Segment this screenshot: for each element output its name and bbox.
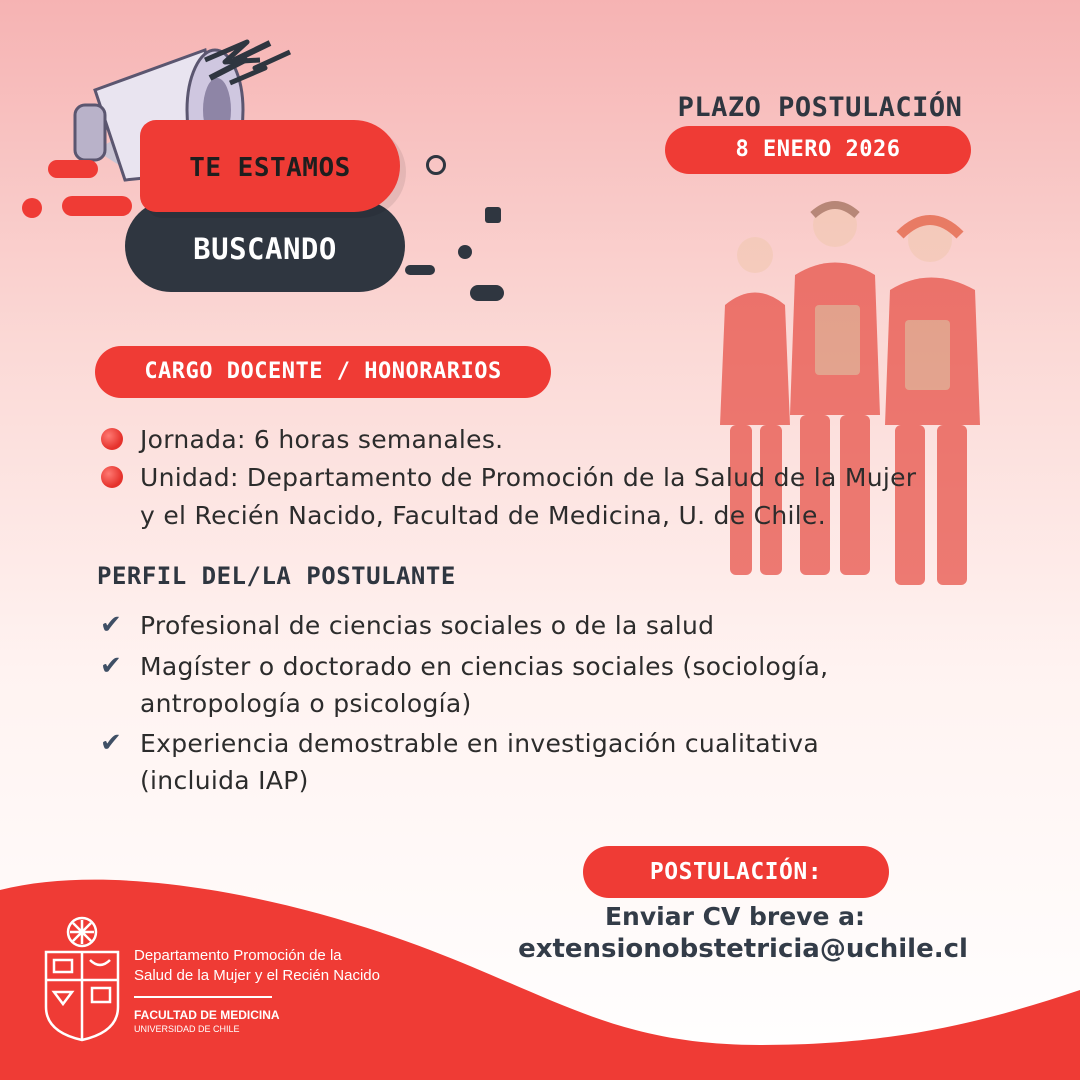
hero-line1: TE ESTAMOS <box>189 153 351 183</box>
university-name: UNIVERSIDAD DE CHILE <box>134 1024 240 1034</box>
detail-unit-line2: y el Recién Nacido, Facultad de Medicina, U. de Chile. <box>140 501 826 530</box>
detail-unit-line1: Unidad: Departamento de Promoción de la Salud de la Mujer <box>140 463 917 492</box>
profile-item-3-line2: (incluida IAP) <box>140 766 309 795</box>
red-dot-icon <box>101 466 123 488</box>
check-icon: ✔ <box>100 651 122 681</box>
profile-heading: PERFIL DEL/LA POSTULANTE <box>97 562 456 590</box>
decor-dash <box>405 265 435 275</box>
dept-line1: Departamento Promoción de la <box>134 947 342 964</box>
decor-ring <box>426 155 446 175</box>
medical-staff-illustration <box>705 195 1005 605</box>
detail-schedule: Jornada: 6 horas semanales. <box>140 425 504 454</box>
check-icon: ✔ <box>100 728 122 758</box>
decor-dash <box>48 160 98 178</box>
position-title: CARGO DOCENTE / HONORARIOS <box>95 346 551 398</box>
faculty-name: FACULTAD DE MEDICINA <box>134 1008 280 1022</box>
check-icon: ✔ <box>100 610 122 640</box>
application-instruction: Enviar CV breve a: <box>604 902 866 931</box>
lightning-icon <box>200 38 300 88</box>
red-dot-icon <box>101 428 123 450</box>
deadline-date: 8 ENERO 2026 <box>665 126 971 174</box>
decor-square <box>485 207 501 223</box>
profile-item-1: Profesional de ciencias sociales o de la salud <box>140 611 715 640</box>
application-email[interactable]: extensionobstetricia@uchile.cl <box>518 934 968 964</box>
hero-line2: BUSCANDO <box>193 232 337 266</box>
decor-dash <box>470 285 504 301</box>
application-label: POSTULACIÓN: <box>583 846 889 898</box>
profile-item-3-line1: Experiencia demostrable en investigación cualitativa <box>140 729 819 758</box>
profile-item-2-line2: antropología o psicología) <box>140 689 472 718</box>
profile-item-2-line1: Magíster o doctorado en ciencias sociales (sociología, <box>140 652 829 681</box>
decor-dot <box>458 245 472 259</box>
decor-dash <box>62 196 132 216</box>
logo-divider <box>134 996 272 998</box>
deadline-label: PLAZO POSTULACIÓN <box>677 92 963 123</box>
dept-line2: Salud de la Mujer y el Recién Nacido <box>134 967 380 984</box>
university-crest-icon <box>40 912 124 1042</box>
decor-dot <box>22 198 42 218</box>
